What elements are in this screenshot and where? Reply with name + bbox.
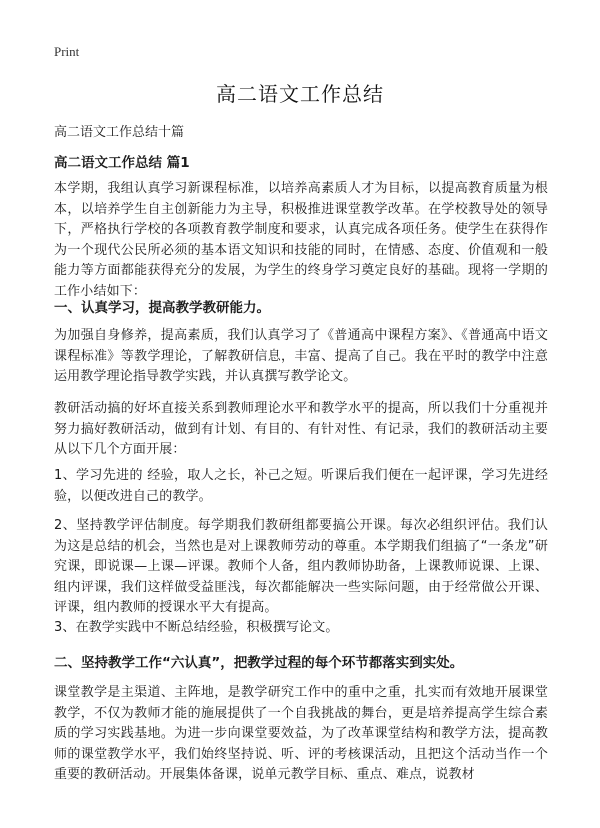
section2-paragraph-1: 课堂教学是主渠道、主阵地，是教学研究工作中的重中之重，扎实而有效地开展课堂教学，不仅为教师才能的施展提供了一个自我挑战的舞台，更是培养提高学生综合素质的学习实践基地。为进一步向课堂要效益，为了改革课堂结构和教学方法，提高教师的课堂教学水平，我们始终坚持说、听、评的考核课活动，且把这个活动当作一个重要的教研活动。开展集体备课，说单元教学目标、重点、难点，说教材 <box>54 685 548 782</box>
document-title: 高二语文工作总结 <box>216 82 384 106</box>
intro-paragraph: 本学期，我组认真学习新课程标准，以培养高素质人才为目标，以提高教育质量为根本，以培养学生自主创新能力为主导，积极推进课堂教学改革。在学校教导处的领导下，严格执行学校的各项教育教学制度和要求，认真完成各项任务。使学生在获得作为一个现代公民所必须的基本语文知识和技能的同时，在情感、态度、价值观和一般能力等方面都能获得充分的发展，为学生的终身学习奠定良好的基础。现将一学期的工作小结如下： <box>54 181 548 299</box>
section1-paragraph-4: 2、坚持教学评估制度。每学期我们教研组都要搞公开课。每次必组织评估。我们认为这是总结的机会，当然也是对上课教师劳动的尊重。本学期我们组搞了“一条龙”研究课，即说课—上课—评课。教师个人备，组内教师协助备，上课教师说课、上课、组内评课，我们这样做受益匪浅，每次都能解决一些实际问题，由于经常做公开课、评课，组内教师的授课水平大有提高。 <box>54 518 548 615</box>
section2-heading: 二、坚持教学工作“六认真”，把教学过程的每个环节都落实到实处。 <box>54 655 464 671</box>
section1-heading: 一、认真学习，提高教学教研能力。 <box>54 300 270 316</box>
document-subtitle: 高二语文工作总结十篇 <box>54 125 185 140</box>
section1-paragraph-5: 3、在教学实践中不断总结经验，积极撰写论文。 <box>54 620 339 635</box>
section1-paragraph-2: 教研活动搞的好坏直接关系到教师理论水平和教学水平的提高，所以我们十分重视并努力搞好教研活动，做到有计划、有目的、有针对性、有记录，我们的教研活动主要从以下几个方面开展： <box>54 401 548 457</box>
section1-paragraph-1: 为加强自身修养，提高素质，我们认真学习了《普通高中课程方案》、《普通高中语文课程标准》等教学理论，了解教研信息，丰富、提高了自己。我在平时的教学中注意运用教学理论指导教学实践，并认真撰写教学论文。 <box>54 328 548 384</box>
print-link[interactable]: Print <box>54 44 80 59</box>
piece-heading: 高二语文工作总结 篇1 <box>54 155 190 171</box>
section1-paragraph-3: 1、学习先进的 经验，取人之长，补己之短。听课后我们便在一起评课，学习先进经验，以便改进自己的教学。 <box>54 468 548 504</box>
